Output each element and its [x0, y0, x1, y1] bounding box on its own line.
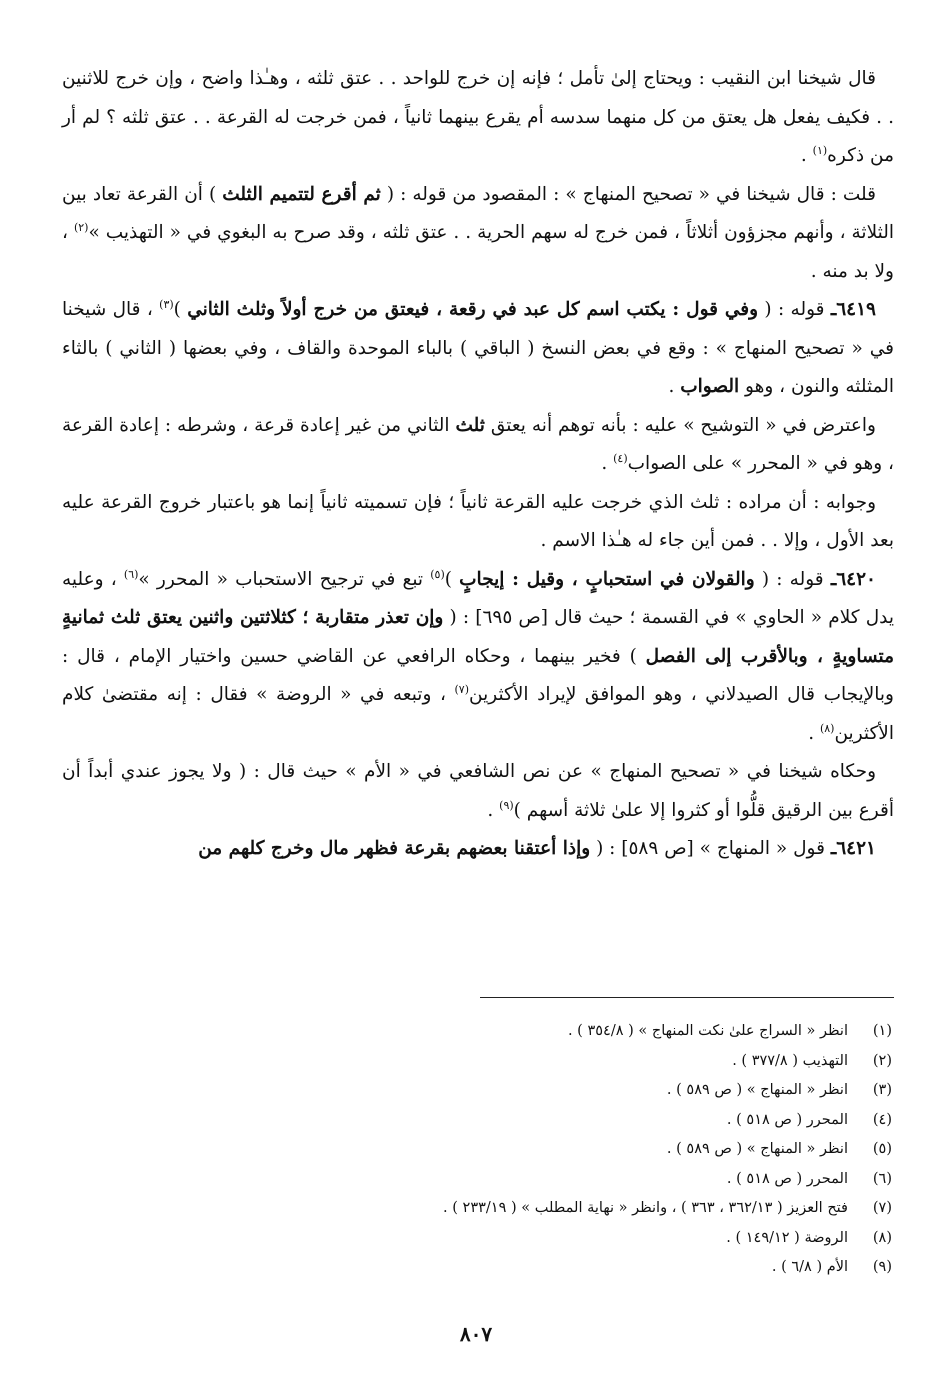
footnote [62, 1017, 894, 1047]
text-run: ) فخير بينهما ، وحكاه الرافعي عن القاضي حسين واختيار الإمام ، قال : وبالإيجاب قال الصيدلاني ، وهو الموافق لإيراد الأكثرين [62, 645, 894, 705]
text-run: ) [173, 299, 188, 320]
footnote-ref: (٢) [73, 220, 89, 234]
footnote-number: (٣) [872, 1082, 892, 1098]
footnote-text: فتح العزيز ( ٣٦٢/١٣ ، ٣٦٣ ) ، وانظر « نهاية المطلب » ( ٢٣٣/١٩ ) . [443, 1200, 848, 1216]
footnote-ref: (٧) [454, 682, 469, 696]
footnote-divider [480, 997, 894, 998]
text-run: قول « المنهاج » [ص ٥٨٩] : ( [590, 838, 831, 859]
footnote-ref: (٩) [499, 798, 514, 812]
footnote-text: انظر « المنهاج » ( ص ٥٨٩ ) . [666, 1082, 848, 1098]
text-run: ، قال شيخنا في « تصحيح المنهاج » : وقع في بعض النسخ ( الباقي ) بالباء الموحدة والقاف ، وفي بعضها ( الثاني ) بالثاء المثلثه والنون ، وهو [62, 299, 894, 397]
footnote [62, 1076, 894, 1106]
footnote-ref: (٦) [123, 567, 139, 581]
paragraph [62, 176, 894, 292]
footnote-number: (٧) [872, 1200, 892, 1216]
footnote-number: (٨) [872, 1229, 892, 1246]
footnote [62, 1106, 894, 1136]
paragraph [62, 561, 894, 754]
text-run: وجوابه : أن مراده : ثلث الذي خرجت عليه القرعة ثانياً ؛ فإن تسميته ثانياً إنما هو باعتبار خروج القرعة عليه بعد الأول ، وإلا . . فمن أين جاء له هـٰذا الاسم . [62, 491, 894, 551]
paragraph [62, 753, 894, 830]
bold-text: الصواب [680, 376, 740, 397]
text-run: تبع في ترجيح الاستحباب « المحرر » [138, 568, 431, 590]
bold-text: وفي قول : يكتب اسم كل عبد في رقعة ، فيعتق من خرج أولاً وثلث الثاني [187, 299, 759, 320]
footnote-number: (٤) [872, 1111, 892, 1128]
footnote-ref: (٤) [613, 451, 628, 465]
footnote-text: المحرر ( ص ٥١٨ ) . [726, 1170, 848, 1187]
footnote [62, 1047, 894, 1077]
text-run: ، ولا بد منه . [62, 222, 894, 282]
footnote-number: (٦) [872, 1170, 892, 1187]
text-run: ) [444, 568, 460, 590]
text-run: قوله : ( [758, 299, 831, 320]
footnote-ref: (٣) [159, 297, 174, 311]
footnote-text: الروضة ( ١٤٩/١٢ ) . [726, 1229, 848, 1246]
text-run: . [668, 376, 681, 397]
text-run: . [800, 145, 813, 166]
text-run: وحكاه شيخنا في « تصحيح المنهاج » عن نص الشافعي في « الأم » حيث قال : ( ولا يجوز عندي أبداً أن أقرع بين الرقيق قلُّوا أو كثروا إلا علىٰ ثلاثة أسهم ) [62, 761, 894, 821]
text-run: الثاني من غير إعادة قرعة ، وشرطه : إعادة القرعة ، وهو في « المحرر » على الصواب [62, 414, 894, 474]
footnote-text: التهذيب ( ٣٧٧/٨ ) . [732, 1052, 848, 1069]
text-run: . [601, 453, 614, 474]
text-run: ، وتبعه في « الروضة » فقال : إنه مقتضىٰ كلام الأكثرين [62, 684, 894, 744]
text-run: . [808, 722, 820, 744]
text-run: واعترض في « التوشيح » عليه : بأنه توهم أنه يعتق [484, 414, 876, 436]
text-run: ) أن القرعة تعاد بين الثلاثة ، وأنهم مجزؤون أثلاثاً ، فمن خرج له سهم الحرية . . عتق ثلثه ، وقد صرح به البغوي في « التهذيب » [62, 183, 894, 243]
footnote [62, 1194, 894, 1224]
text-run: . [487, 799, 500, 821]
footnote-text: المحرر ( ص ٥١٨ ) . [726, 1111, 848, 1128]
bold-text: ثم أقرع لتتميم الثلث [222, 183, 381, 205]
paragraph [62, 60, 894, 176]
footnote-number: (٩) [872, 1259, 892, 1275]
footnote-number: (٥) [872, 1141, 892, 1157]
main-text [62, 60, 894, 869]
footnote [62, 1253, 894, 1283]
footnote-ref: (٥) [430, 567, 445, 581]
footnote-ref: (٨) [819, 721, 835, 735]
text-run: قال شيخنا ابن النقيب : ويحتاج إلىٰ تأمل ؛ فإنه إن خرج للواحد . . عتق ثلثه ، وهـٰذا واضح ، وإن خرج للاثنين . . فكيف يفعل هل يعتق من كل منهما سدسه أم يقرع بينهما ثانياً ، فمن خرجت له القرعة . . عتق ثلثه ؟ لم أر من ذكره [62, 68, 894, 166]
bold-text: وإذا أعتقنا بعضهم بقرعة فظهر مال وخرج كلهم من [198, 838, 591, 859]
footnote-text: انظر « السراج علىٰ نكت المنهاج » ( ٣٥٤/٨ ) . [567, 1023, 848, 1039]
footnote [62, 1165, 894, 1195]
bold-text: ثلث [455, 414, 485, 436]
footnote-text: الأم ( ٦/٨ ) . [771, 1259, 848, 1275]
paragraph [62, 830, 894, 869]
bold-text: والقولان في استحبابٍ ، وقيل : إيجابٍ [459, 568, 755, 590]
bold-text: ٦٤٢١ـ [830, 838, 876, 859]
bold-text: ٦٤٢٠ـ [830, 568, 876, 590]
paragraph [62, 407, 894, 484]
text-run: قوله : ( [754, 568, 831, 590]
footnotes [62, 1017, 894, 1283]
page-number: ٨٠٧ [459, 1322, 493, 1346]
bold-text: وإن تعذر متقاربة ؛ كثلاثتين واثنين يعتق ثلث ثمانيةٍ متساويةٍ ، وبالأقرب إلى الفصل [62, 607, 894, 667]
footnote [62, 1224, 894, 1254]
paragraph [62, 484, 894, 561]
text-run: ، وعليه يدل كلام « الحاوي » في القسمة ؛ حيث قال [ص ٦٩٥] : ( [62, 568, 894, 628]
footnote-number: (٢) [872, 1052, 892, 1069]
footnote-ref: (١) [812, 143, 828, 157]
text-run: قلت : قال شيخنا في « تصحيح المنهاج » : المقصود من قوله : ( [380, 183, 876, 205]
footnote-text: انظر « المنهاج » ( ص ٥٨٩ ) . [666, 1141, 848, 1157]
footnote [62, 1135, 894, 1165]
paragraph [62, 291, 894, 407]
bold-text: ٦٤١٩ـ [830, 299, 876, 320]
footnote-number: (١) [872, 1023, 892, 1039]
